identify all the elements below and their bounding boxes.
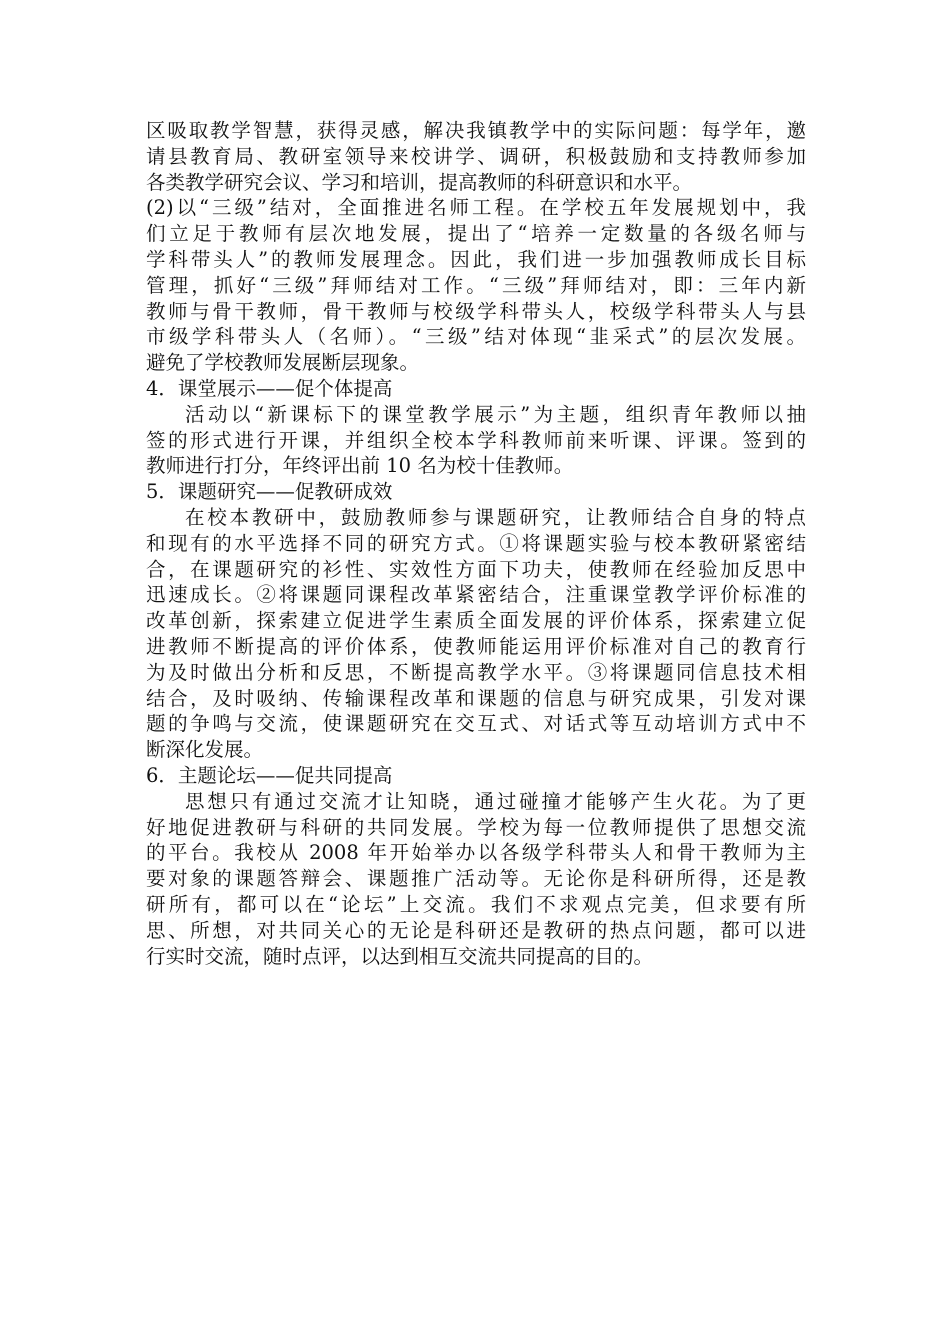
text-line: 改革创新，探索建立促进学生素质全面发展的评价体系，探索建立促 <box>146 609 806 633</box>
text-line: 们立足于教师有层次地发展，提出了“培养一定数量的各级名师与 <box>146 222 806 246</box>
text-line: 思想只有通过交流才让知晓，通过碰撞才能够产生火花。为了更 <box>185 789 806 813</box>
text-line: 避免了学校教师发展断层现象。 <box>146 351 420 375</box>
text-line: 活动以“新课标下的课堂教学展示”为主题，组织青年教师以抽 <box>185 402 806 426</box>
text-line: 题的争鸣与交流，使课题研究在交互式、对话式等互动培训方式中不 <box>146 712 806 736</box>
section-heading: 4．课堂展示——促个体提高 <box>146 376 393 400</box>
text-line: 教师与骨干教师，骨干教师与校级学科带头人，校级学科带头人与县 <box>146 299 806 323</box>
text-line: 学科带头人”的教师发展理念。因此，我们进一步加强教师成长目标 <box>146 247 806 271</box>
text-line: 合，在课题研究的衫性、实效性方面下功夫，使教师在经验加反思中 <box>146 557 806 581</box>
text-line: 区吸取教学智慧，获得灵感，解决我镇教学中的实际问题：每学年，邀 <box>146 119 806 142</box>
document-page <box>146 118 806 969</box>
text-line: 市级学科带头人（名师）。“三级”结对体现“韭采式”的层次发展。 <box>146 325 806 349</box>
text-line: (2)以“三级”结对，全面推进名师工程。在学校五年发展规划中，我 <box>146 196 806 220</box>
text-line: 为及时做出分析和反思，不断提高教学水平。③将课题同信息技术相 <box>146 660 806 684</box>
text-line: 断深化发展。 <box>146 738 264 762</box>
text-line: 各类教学研究会议、学习和培训，提高教师的科研意识和水平。 <box>146 170 693 194</box>
text-line: 要对象的课题答辩会、课题推广活动等。无论你是科研所得，还是教 <box>146 867 806 891</box>
section-heading: 6．主题论坛——促共同提高 <box>146 763 393 787</box>
text-line: 研所有，都可以在“论坛”上交流。我们不求观点完美，但求要有所 <box>146 892 806 916</box>
text-line: 进教师不断提高的评价体系，使教师能运用评价标准对自己的教育行 <box>146 634 806 658</box>
text-line: 教师进行打分，年终评出前 10 名为校十佳教师。 <box>146 454 574 478</box>
section-heading: 5．课题研究——促教研成效 <box>146 480 393 504</box>
text-line: 行实时交流，随时点评，以达到相互交流共同提高的目的。 <box>146 944 654 968</box>
text-line: 的平台。我校从 2008 年开始举办以各级学科带头人和骨干教师为主 <box>146 841 806 865</box>
text-line: 请县教育局、教研室领导来校讲学、调研，积极鼓励和支持教师参加 <box>146 144 806 168</box>
text-line: 和现有的水平选择不同的研究方式。①将课题实验与校本教研紧密结 <box>146 531 806 555</box>
text-line: 在校本教研中，鼓励教师参与课题研究，让教师结合自身的特点 <box>185 505 806 529</box>
text-line: 迅速成长。②将课题同课程改革紧密结合，注重课堂教学评价标准的 <box>146 583 806 607</box>
text-line: 好地促进教研与科研的共同发展。学校为每一位教师提供了思想交流 <box>146 815 806 839</box>
text-line: 签的形式进行开课，并组织全校本学科教师前来听课、评课。签到的 <box>146 428 806 452</box>
text-line: 思、所想，对共同关心的无论是科研还是教研的热点问题，都可以进 <box>146 918 806 942</box>
text-line: 结合，及时吸纳、传输课程改革和课题的信息与研究成果，引发对课 <box>146 686 806 710</box>
text-line: 管理，抓好“三级”拜师结对工作。“三级”拜师结对，即：三年内新 <box>146 273 806 297</box>
